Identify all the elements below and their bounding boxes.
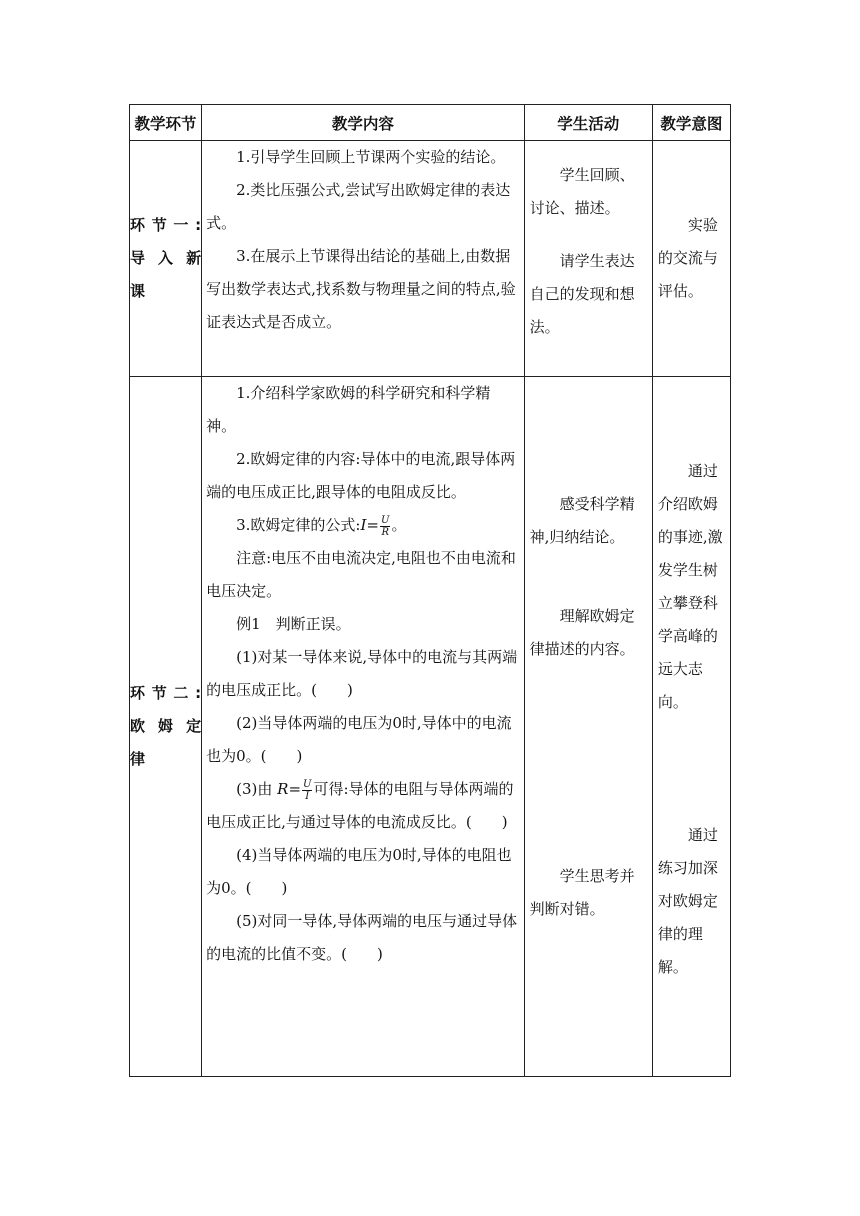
section1-intent: [652, 141, 730, 377]
section2-activity: 理解欧姆定律描述的内容。: [529, 607, 635, 658]
section2-label: [130, 377, 202, 1077]
fraction-numerator: U: [381, 514, 390, 526]
section2-label-line: 欧姆定: [130, 717, 202, 735]
fraction-denominator: R: [381, 526, 389, 538]
question-1: (1)对某一导体来说,导体中的电流与其两端的电压成正比。( ): [206, 648, 518, 699]
header-intent: 教学意图: [652, 105, 730, 141]
section1-label: [130, 141, 202, 377]
header-row: [130, 105, 731, 141]
section1-content-item: 1.引导学生回顾上节课两个实验的结论。: [236, 148, 506, 166]
ohms-law-formula: [202, 509, 524, 542]
q3-eq: =: [288, 780, 302, 798]
formula-fraction: [380, 515, 390, 538]
section1-content-item: 3.在展示上节课得出结论的基础上,由数据写出数学表达式,找系数与物理量之间的特点,验证表达式是否成立。: [206, 247, 516, 331]
formula-suffix: 。: [391, 516, 407, 534]
section2-content-item: 注意:电压不由电流决定,电阻也不由电流和电压决定。: [206, 549, 516, 600]
q3-suffix: 可得:导体的电阻与导体两端的电压成正比,与通过导体的电流成反比。( ): [206, 780, 514, 831]
fraction-numerator: U: [303, 778, 312, 790]
q3-prefix: (3)由: [236, 780, 278, 798]
section2-label-line: 环节二:: [130, 684, 202, 702]
section2-activity: 学生思考并判断对错。: [529, 867, 635, 918]
question-2: (2)当导体两端的电压为0时,导体中的电流也为0。( ): [206, 714, 512, 765]
section2-content-item: 2.欧姆定律的内容:导体中的电流,跟导体两端的电压成正比,跟导体的电阻成反比。: [206, 450, 516, 501]
header-activity: 学生活动: [524, 105, 652, 141]
section2-activity: 感受科学精神,归纳结论。: [529, 495, 635, 546]
question-5: (5)对同一导体,导体两端的电压与通过导体的电流的比值不变。( ): [206, 912, 518, 963]
section1-row: [130, 141, 731, 377]
section2-row: [130, 377, 731, 1077]
section2-intent: 通过练习加深对欧姆定律的理解。: [657, 826, 718, 976]
formula-var: I: [360, 516, 367, 534]
question-3: [202, 773, 524, 839]
example-title: 例1 判断正误。: [236, 615, 351, 633]
header-content: 教学内容: [202, 105, 525, 141]
section2-label-line: 律: [130, 750, 146, 768]
section1-activity: 请学生表达自己的发现和想法。: [529, 252, 635, 336]
question-4: (4)当导体两端的电压为0时,导体的电阻也为0。( ): [206, 846, 512, 897]
formula-eq: =: [366, 516, 379, 534]
fraction-denominator: I: [305, 790, 310, 802]
section2-intents: [652, 377, 730, 1077]
section1-content: [202, 141, 525, 377]
section2-content: [202, 377, 525, 1077]
section1-label-line: 课: [130, 282, 146, 300]
section2-intent: 通过介绍欧姆的事迹,激发学生树立攀登科学高峰的远大志向。: [657, 462, 723, 711]
section2-activities: [524, 377, 652, 1077]
section1-intent-text: 实验的交流与评估。: [657, 216, 718, 300]
q3-fraction: [302, 779, 312, 802]
section1-activity: 学生回顾、讨论、描述。: [529, 166, 635, 217]
section1-activities: [524, 141, 652, 377]
section1-label-line: 导入新: [130, 249, 202, 267]
q3-var: R: [277, 780, 289, 798]
section1-label-line: 环节一:: [130, 216, 202, 234]
header-stage: 教学环节: [130, 105, 202, 141]
section1-content-item: 2.类比压强公式,尝试写出欧姆定律的表达式。: [206, 181, 511, 232]
formula-prefix: 3.欧姆定律的公式:: [236, 516, 361, 534]
lesson-plan-table: [129, 104, 731, 1077]
section2-content-item: 1.介绍科学家欧姆的科学研究和科学精神。: [206, 384, 491, 435]
